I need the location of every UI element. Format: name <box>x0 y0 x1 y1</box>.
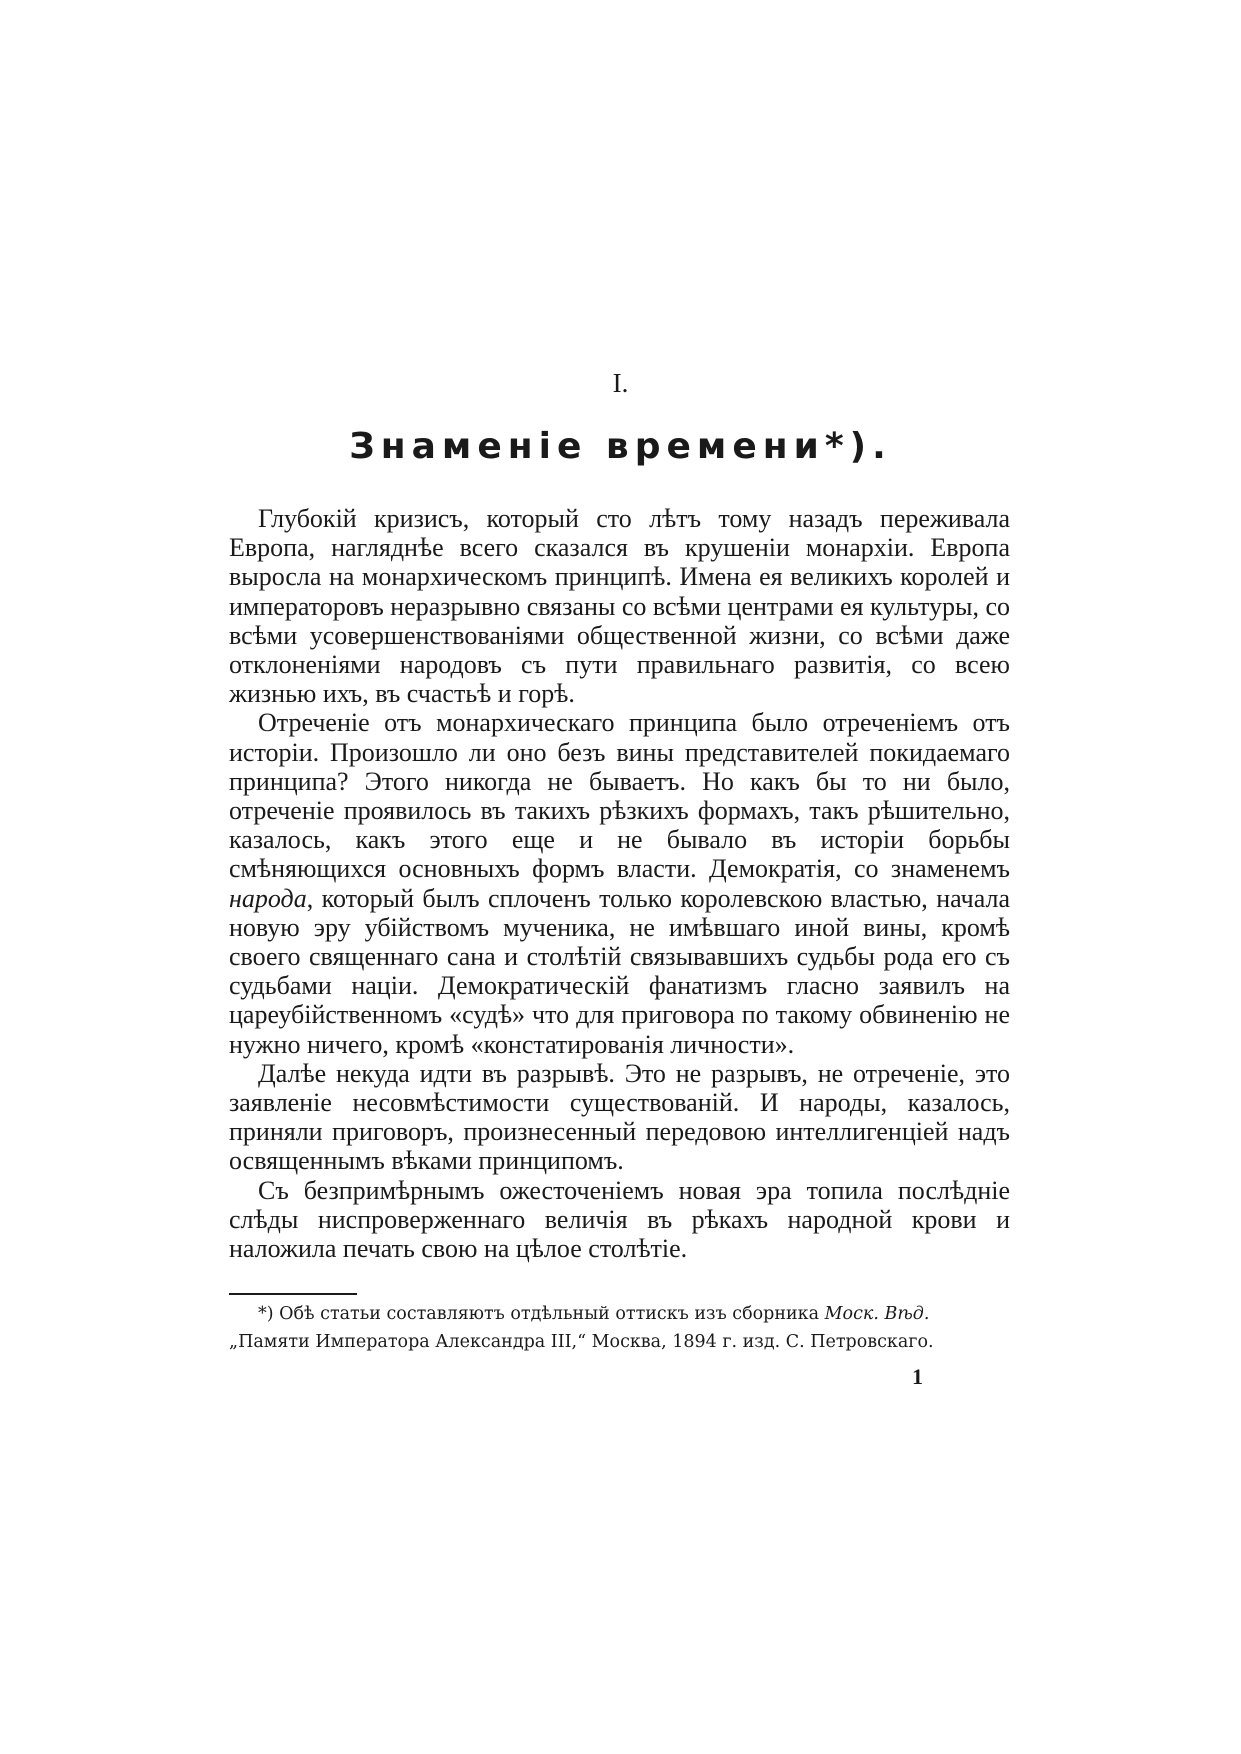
paragraph-3: Далѣе некуда идти въ разрывѣ. Это не разрывъ, не отреченіе, это заявленіе несовмѣстимости существованій. И народы, казалось, приняли приговоръ, произнесенный передовою интеллигенціей надъ освященнымъ вѣками принципомъ. <box>229 1058 1010 1176</box>
paragraph-2-part-2: , который былъ сплоченъ только королевскою властью, начала новую эру убійствомъ мученика, не имѣвшаго иной вины, кромѣ своего священнаго сана и столѣтій связывавшихъ судьбы рода его съ судьбами націи. Демократическій фанатизмъ гласно заявилъ на цареубійственномъ «судѣ» что для приговора по такому обвиненію не нужно ничего, кромѣ «констатированія личности». <box>229 883 1010 1059</box>
footnote <box>229 1300 1010 1356</box>
page-number: 1 <box>912 1364 923 1389</box>
footnote-source-italic: Моск. Вѣд. <box>824 1304 930 1324</box>
paragraph-2 <box>229 708 1010 1058</box>
paragraph-2-italic: народа <box>229 883 307 913</box>
chapter-title: Знаменіе времени*). <box>349 426 892 467</box>
paragraph-4: Съ безпримѣрнымъ ожесточеніемъ новая эра топила послѣдніе слѣды ниспроверженнаго величія въ рѣкахъ народной крови и наложила печать свою на цѣлое столѣтіе. <box>229 1175 1010 1264</box>
footnote-line-2: „Памяти Императора Александра III,“ Москва, 1894 г. изд. С. Петровскаго. <box>229 1332 934 1352</box>
chapter-number: I. <box>612 368 629 398</box>
paragraph-2-part-1: Отреченіе отъ монархическаго принципа было отреченіемъ отъ исторіи. Произошло ли оно безъ вины представителей покидаемаго принципа? Этого никогда не бываетъ. Но какъ бы то ни было, отреченіе проявилось въ такихъ рѣзкихъ формахъ, такъ рѣшительно, казалось, какъ этого еще и не бывало въ исторіи борьбы смѣняющихся основныхъ формъ власти. Демократія, со знаменемъ <box>229 708 1010 884</box>
footnote-divider <box>229 1293 357 1295</box>
body-text <box>229 504 1010 1263</box>
footnote-line-1 <box>229 1300 1010 1328</box>
paragraph-1: Глубокій кризисъ, который сто лѣтъ тому назадъ переживала Европа, нагляднѣе всего сказался въ крушеніи монархіи. Европа выросла на монархическомъ принципѣ. Имена ея великихъ королей и императоровъ неразрывно связаны со всѣми центрами ея культуры, со всѣми усовершенствованіями общественной жизни, со всѣми даже отклоненіями народовъ съ пути правильнаго развитія, со всею жизнью ихъ, въ счастьѣ и горѣ. <box>229 504 1010 709</box>
footnote-line-1-text: *) Обѣ статьи составляютъ отдѣльный оттискъ изъ сборника <box>258 1304 825 1324</box>
